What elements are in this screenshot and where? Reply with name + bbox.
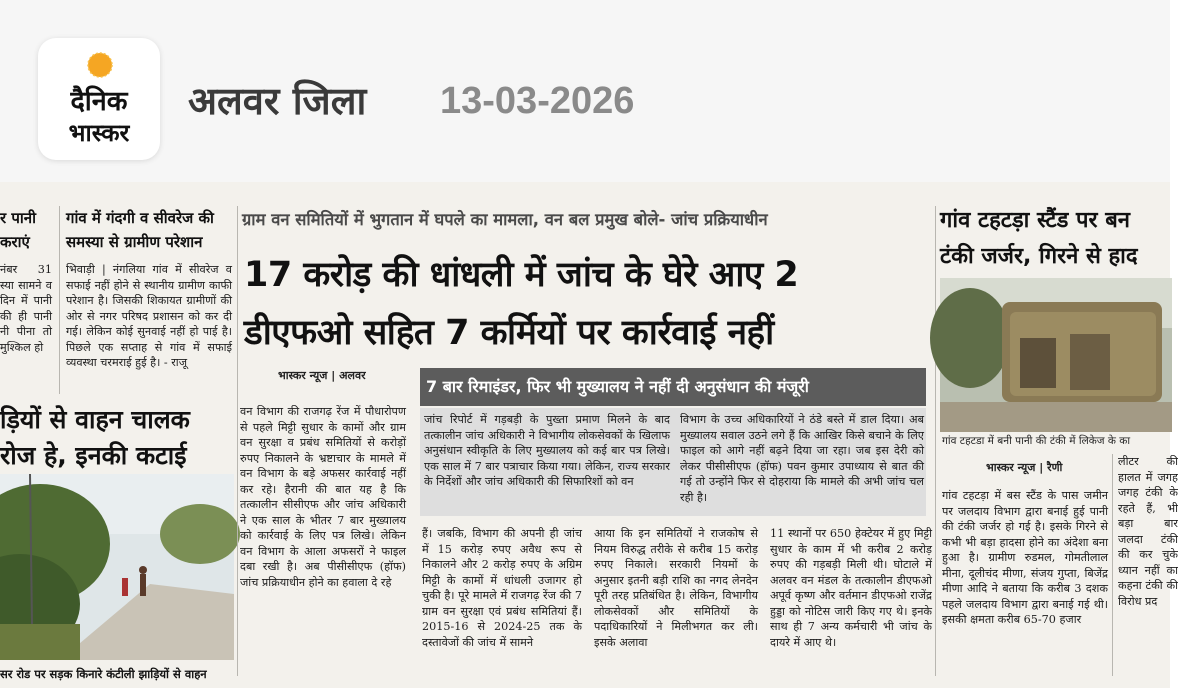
edition-date[interactable]: 13-03-2026 (440, 80, 635, 122)
epaper-page[interactable] (0, 182, 1178, 688)
colA-photo-caption: सर रोड पर सड़क किनारे कंटीली झाड़ियों से वाहन (0, 667, 207, 681)
colB-headline[interactable]: गांव में गंदगी व सीवरेज की समस्या से ग्रामीण परेशान (66, 209, 214, 251)
right-headline-line2[interactable]: टंकी जर्जर, गिरने से हाद (940, 244, 1138, 269)
right-body-col2: लीटर की हालत में जगह जगह टंकी के रहते हैं, भी बड़ा बार जलदा टंकी की कर चुके ध्यान नहीं का कहना टंकी की विरोध प्रद (1118, 455, 1178, 608)
logo-text-line1: दैनिक (70, 86, 128, 117)
main-subheadline[interactable]: 7 बार रिमाइंडर, फिर भी मुख्यालय ने नहीं दी अनुसंधान की मंजूरी (420, 368, 926, 406)
main-body-col4: 11 स्थानों पर 650 हेक्टेयर में हुए मिट्टी सुधार के काम में भी करीब 2 करोड़ रुपए की गड़बड़ी मिली थी। घोटाले में अलवर वन मंडल के तत्कालीन डीएफओ अपूर्व कृष्ण और वर्तमान डीएफओ राजेंद्र हुड्डा को नोटिस जारी किए गए थे। इनके साथ ही 7 अन्य कर्मचारी भी जांच के दायरे में आए थे। (770, 527, 932, 649)
logo-text-line2: भास्कर (68, 119, 130, 147)
water-tank-photo[interactable] (940, 278, 1172, 432)
brand-logo[interactable] (38, 38, 160, 160)
main-body-col1: वन विभाग की राजगढ़ रेंज में पौधारोपण से पहले मिट्टी सुधार के कामों और ग्राम वन सुरक्षा व प्रबंध समितियों से करोड़ों रुपए निकालने के भ्रष्टाचार के मामले में वन विभाग के बड़े अफसर कार्रवाई नहीं कर रहे। हैरानी की बात यह है कि तत्कालीन सीसीएफ और जांच अधिकारी ने एक साल के भीतर 7 बार मुख्यालय को कार्रवाई के लिए पत्र लिखे। लेकिन वन विभाग के आला अफसरों ने फाइल दबा रखी है। अब पीसीसीएफ (हॉफ) जांच प्रक्रियाधीन होने का हवाला दे रहे (240, 405, 406, 589)
edition-title: अलवर जिला (188, 79, 367, 123)
roadside-bushes-photo[interactable] (0, 474, 234, 660)
column-divider (237, 206, 238, 676)
colB-body: भिवाड़ी | नंगलिया गांव में सीवरेज व सफाई नहीं होने से स्थानीय ग्रामीण काफी परेशान है। जिसकी शिकायत ग्रामीणों की ओर से नगर परिषद प्रशासन को कर दी गई। लेकिन कोई सुनवाई नहीं हो पाई है। पिछले एक सप्ताह से गांव में सफाई व्यवस्था चरमराई हुई है। - राजू (66, 263, 232, 369)
colA-headline[interactable]: र पानी कराएं (0, 209, 36, 251)
main-body-col2: हैं। जबकि, विभाग की अपनी ही जांच में 15 करोड़ रुपए अवैध रूप से निकालने और 2 करोड़ रुपए के अग्रिम मिट्टी के कामों में धांधली उजागर हो चुकी है। पूरे मामले में राजगढ़ रेंज की 7 ग्राम वन सुरक्षा एवं प्रबंध समितियां हैं। 2015-16 से 2024-25 तक के दस्तावेजों की जांच में सामने (422, 527, 582, 649)
shaded-body-col1: जांच रिपोर्ट में गड़बड़ी के पुख्ता प्रमाण मिलने के बाद तत्कालीन जांच अधिकारी ने विभागीय लोकसेवकों के खिलाफ अनुसंधान स्वीकृति के लिए मुख्यालय को कई बार पत्र लिखे। एक साल में 7 बार पत्राचार किया गया। लेकिन, राज्य सरकार के निर्देशों और जांच अधिकारी की सिफारिशों को वन (424, 413, 670, 488)
shaded-body-col2: विभाग के उच्च अधिकारियों ने ठंडे बस्ते में डाल दिया। अब मुख्यालय सवाल उठने लगे हैं कि आखिर किसे बचाने के लिए फाइल को आगे नहीं बढ़ने दिया जा रहा। जब इस देरी को लेकर पीसीसीएफ (हॉफ) पवन कुमार उपाध्याय से बात की गई तो उन्होंने फिर से दोहराया कि मामले की अभी जांच चल रही है। (680, 413, 924, 504)
column-divider (935, 206, 936, 676)
colA-headline2[interactable]: ड़ियों से वाहन चालक रोज हे, इनकी कटाई (0, 405, 190, 470)
right-photo-caption: गांव टहटडा में बनी पानी की टंकी में लिकेज के का (942, 435, 1131, 447)
sun-icon (85, 50, 115, 80)
right-headline-line1[interactable]: गांव टहटड़ा स्टैंड पर बन (940, 208, 1130, 233)
right-dateline: भास्कर न्यूज | रैणी (986, 461, 1063, 474)
main-dateline: भास्कर न्यूज | अलवर (278, 369, 366, 382)
column-divider (1112, 454, 1113, 676)
column-divider (59, 206, 60, 394)
main-body-col3: आया कि इन समितियों ने राजकोष से नियम विरुद्ध तरीके से करीब 15 करोड़ रुपए निकाले। सरकारी नियमों के अनुसार इतनी बड़ी राशि का नगद लेनदेन पूरी तरह प्रतिबंधित है। लेकिन, विभागीय लोकसेवकों और समितियों के पदाधिकारियों ने मिलीभगत कर ली। इसके अलावा (594, 527, 758, 649)
app-header (0, 0, 1170, 182)
colA-body: नंबर 31 स्या सामने व दिन में पानी की ही पानी नी पीना तो मुश्किल हो (0, 263, 52, 354)
main-kicker[interactable]: ग्राम वन समितियों में भुगतान में घपले का मामला, वन बल प्रमुख बोले- जांच प्रक्रियाधीन (242, 210, 768, 229)
main-headline-line2[interactable]: डीएफओ सहित 7 कर्मियों पर कार्रवाई नहीं (244, 313, 774, 353)
main-headline-line1[interactable]: 17 करोड़ की धांधली में जांच के घेरे आए 2 (244, 255, 799, 295)
right-body-col1: गांव टहटड़ा में बस स्टैंड के पास जमीन पर जलदाय विभाग द्वारा बनाई हुई पानी की टंकी जर्जर हो गई है। इसके गिरने से कभी भी बड़ा हादसा होने का अंदेशा बना हुआ है। ग्रामीण रुडमल, गोमतीलाल मीना, दूलीचंद मीणा, संजय गुप्ता, बिजेंद्र मीणा आदि ने बताया कि करीब 3 दशक पहले जलदाय विभाग द्वारा बनाई गई थी। इसकी क्षमता करीब 65-70 हजार (942, 489, 1108, 626)
